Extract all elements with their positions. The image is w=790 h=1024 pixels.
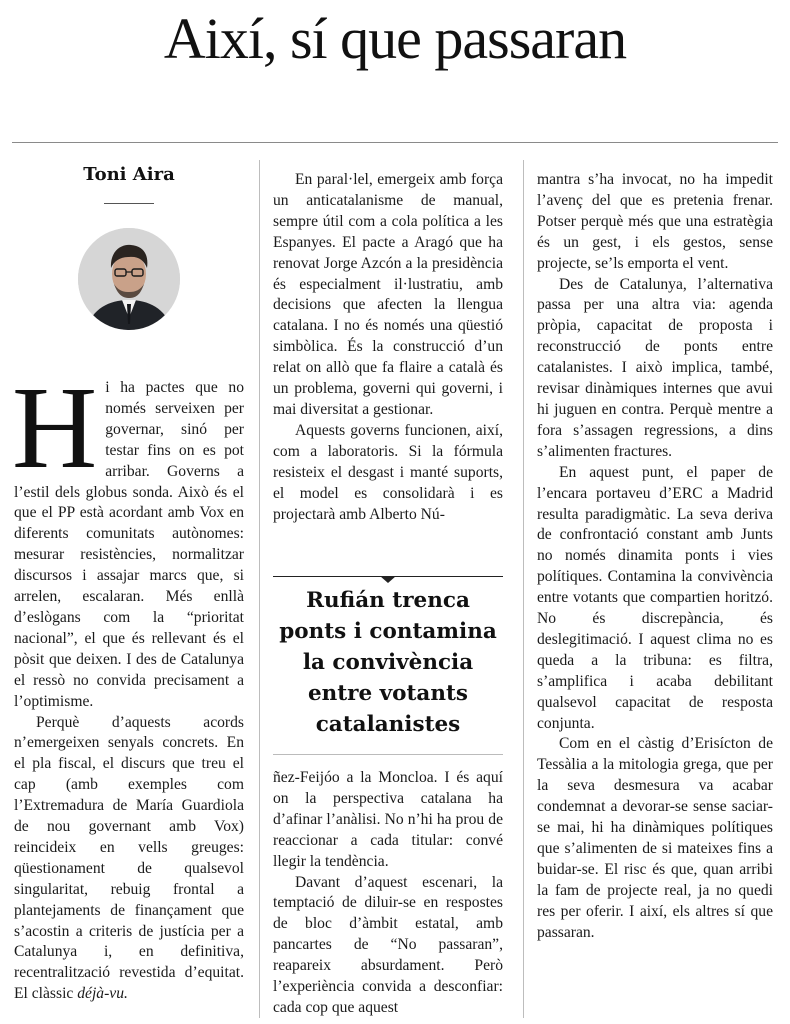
article-paragraph: Com en el càstig d’Erisícton de Tessàlia a la mitologia grega, que per la seva desmesura va acabar condemnat a devorar-se sense saciar-se mai, hi ha dinàmiques polítiques que s’alimenten de si mateixes fins a buidar-se. El risc és que, quan arribi la fam de projecte real, ja no quedi res per oferir. I així, els altres sí que passaran. [537, 735, 773, 941]
header-divider [12, 142, 778, 143]
pull-quote-text: Rufián trenca ponts i contamina la convivència entre votants catalanistes [279, 588, 497, 737]
author-photo [78, 228, 180, 330]
article-paragraph: Davant d’aquest escenari, la temptació de diluir-se en respostes de bloc d’àmbit estatal, amb pancartes de “No passaran”, reapareix absurdament. Però l’experiència convida a desconfiar: cada cop que aquest [273, 873, 503, 1016]
article-paragraph: Hi ha pactes que no només serveixen per governar, sinó per testar fins on es pot arribar. Governs a l’estil dels globus sonda. Això és el que el PP està acordant amb Vox en diferents comunitats autònomes: mesurar resistències, normalitzar discursos i assajar marcs que, si arrelen, escalaran. Més enllà d’eslògans com la “prioritat nacional”, el que és rellevant és el pòsit que deixen. I des de Catalunya el ressò no convida precisament a l’optimisme. [12, 362, 244, 710]
article-column-3 [537, 170, 773, 944]
pull-quote [273, 576, 503, 755]
article-column-1 [12, 362, 244, 1005]
article-paragraph: Des de Catalunya, l’alternativa passa per una altra via: agenda pròpia, capacitat de proposta i reconstrucció de ponts entre catalanistes. I això implica, també, revisar dinàmiques internes que avui hi juguen en contra. Perquè mentre a fora s’assagen regressions, a dins s’alimenten fractures. [537, 275, 773, 460]
article-paragraph: ñez-Feijóo a la Moncloa. I és aquí on la perspectiva catalana ha d’afinar l’anàlisi. No n’hi ha prou de reaccionar a cada titular: convé llegir la tendència. [273, 769, 503, 870]
column-divider [523, 160, 524, 1018]
article-column-2 [273, 170, 503, 525]
byline-divider [104, 203, 154, 204]
article-paragraph: En paral·lel, emergeix amb força un anticatalanisme de manual, sempre útil com a cola política a les Espanyes. El pacte a Aragó que ha renovat Jorge Azcón a la presidència és especialment il·lustratiu, amb decisions que afecten la llengua catalana. I no és només una qüestió simbòlica. És la construcció d’un relat on allò que fa flaire a català és un problema, governi qui governi, i mai diversitat a gestionar. [273, 171, 503, 418]
italic-phrase: déjà-vu. [77, 985, 128, 1003]
article-paragraph: Perquè d’aquests acords n’emergeixen senyals concrets. En el pla fiscal, el discurs que treu el cap (amb exemples com l’Extremadura de María Guardiola de nou governant amb Vox) reincideix en vells greuges: qüestionament de qualsevol singularitat, rebuig frontal a plantejaments de finançament que s’acostin a criteris de justícia per a Catalunya i, en definitiva, recentralització revestida d’equitat. El clàssic déjà-vu. [14, 713, 244, 1003]
drop-cap: H [12, 362, 98, 493]
article-paragraph: mantra s’ha invocat, no ha impedit l’avenç del que es pretenia frenar. Potser perquè més que una estratègia és un gest, i els gestos, sense projecte, se’ls emporta el vent. [537, 171, 773, 272]
headline: Així, sí que passaran [163, 6, 627, 71]
column-divider [259, 160, 260, 1018]
article-paragraph: En aquest punt, el paper de l’encara portaveu d’ERC a Madrid resulta paradigmàtic. La seva deriva de confrontació constant amb Junts no només dinamita ponts i vies polítiques. Contamina la convivència entre votants que compartien horitzó. No és discrepància, és deslegitimació. I aquest clima no es queda a la tribuna: es filtra, s’amplifica i acaba debilitant qualsevol capacitat de resposta conjunta. [537, 463, 773, 732]
article-column-2-continued [273, 768, 503, 1019]
pull-quote-marker [380, 576, 396, 583]
article-paragraph: Aquests governs funcionen, així, com a laboratoris. Si la fórmula resisteix el desgast i manté suports, el model es consolidarà i es projectarà amb Alberto Nú- [273, 421, 503, 523]
author-byline: Toni Aira [83, 164, 175, 185]
